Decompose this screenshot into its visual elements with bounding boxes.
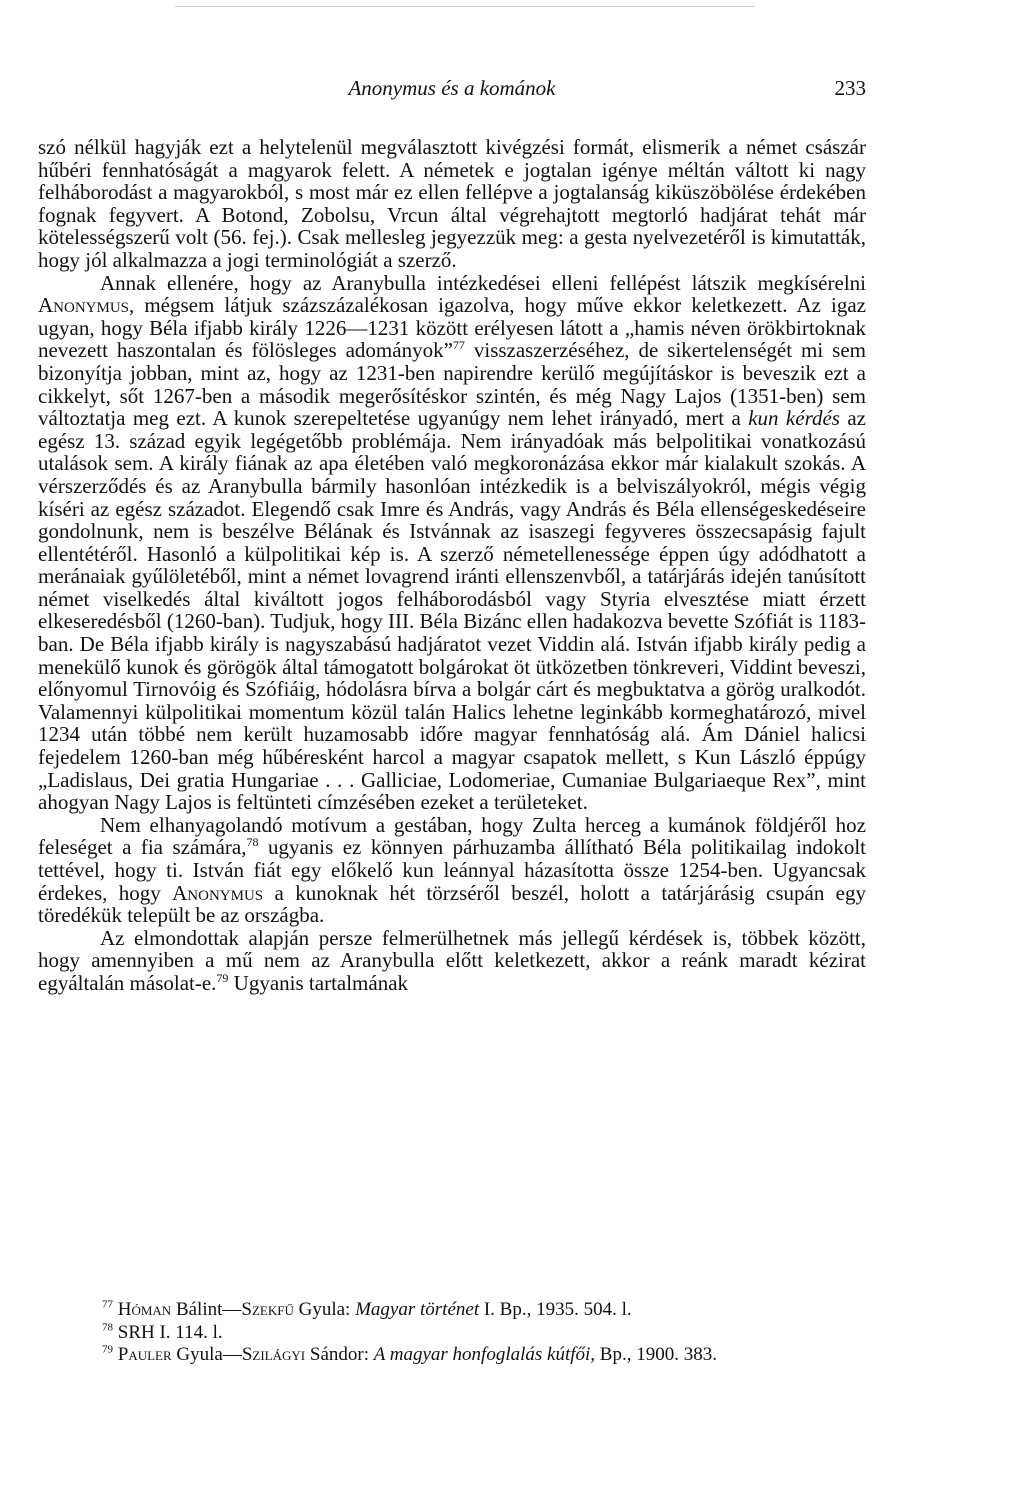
footnote-77 xyxy=(102,1299,892,1322)
emphasis-kun-kerdes: kun kérdés xyxy=(748,406,840,431)
paragraph-3-text-d: a kunoknak hét törzséről beszél, holott a tatárjárásig csupán egy töredékük települt be az országba. xyxy=(38,880,866,928)
paragraph-4-text-a: Az elmondottak alapján persze felmerülhetnek más jellegű kérdések is, többek között, hogy amennyiben a mű nem az Aranybulla előtt keletkezett, akkor a reánk maradt kézirat egyáltalán másolat-e. xyxy=(38,925,866,995)
paragraph-4-text-b: Ugyanis tartalmának xyxy=(228,970,409,995)
page-number: 233 xyxy=(834,76,866,100)
footnote-text: Bálint— xyxy=(171,1299,242,1320)
footnote-author: Szekfű xyxy=(241,1299,294,1320)
running-header xyxy=(38,74,866,102)
footnote-ref-77: 77 xyxy=(452,338,465,353)
footnote-text: I. Bp., 1935. 504. l. xyxy=(479,1299,632,1320)
top-rule xyxy=(175,6,755,7)
footnote-text: Sándor: xyxy=(305,1344,374,1366)
paragraph-1 xyxy=(38,136,866,272)
paragraph-2-text-d: visszaszerzéséhez, de sikertelenségét mi sem bizonyítja jobban, mint az, hogy az 1231-ben napirendre kerülő megújításkor is beveszik ezt a cikkelyt, sőt 1267-ben a második megerősítéskor szintén, és még Nagy Lajos (1351-ben) sem változtatja meg ezt. A kunok szerepeltetése ugyanúgy nem lehet irányadó, mert a xyxy=(38,338,866,431)
footnote-78 xyxy=(102,1322,892,1345)
footnote-title: A magyar honfoglalás kútfői, xyxy=(373,1344,596,1366)
footnote-text: Gyula: xyxy=(293,1299,356,1320)
paragraph-4 xyxy=(38,927,866,995)
paragraph-3-text-b: ugyanis ez könnyen párhuzamba állítható Béla politikailag indokolt tettével, hogy ti. István fiát egy előkelő kun leánnyal házasította össze 1254-ben. Ugyancsak érdekes, hogy xyxy=(38,835,866,905)
footnote-number: 79 xyxy=(102,1343,113,1356)
footnote-number: 77 xyxy=(102,1298,113,1311)
body-text xyxy=(38,136,866,995)
author-anonymus-2: Anonymus xyxy=(172,880,264,905)
footnotes xyxy=(102,1299,892,1367)
footnote-author: Hóman xyxy=(117,1299,172,1320)
footnote-text: SRH I. 114. l. xyxy=(117,1321,223,1343)
paragraph-1-text: szó nélkül hagyják ezt a helytelenül megválasztott kivégzési formát, elismerik a német császár hűbéri fennhatóságát a magyarok felett. A németek e jogtalan igénye méltán váltott ki nagy felháborodást a magyarokból, s most már ez ellen fellépve a jogtalanság kiküszöbölése érdekében fognak fegyvert. A Botond, Zobolsu, Vrcun által végrehajtott megtorló hadjárat tehát már kötelességszerű volt (56. fej.). Csak mellesleg jegyezzük meg: a gesta nyelvezetéről is kimutatták, hogy jól alkalmazza a jogi terminológiát a szerző. xyxy=(38,135,866,272)
paragraph-3 xyxy=(38,814,866,927)
footnote-author: Szilágyi xyxy=(241,1344,306,1366)
footnote-title: Magyar történet xyxy=(355,1299,480,1320)
footnote-ref-79: 79 xyxy=(216,970,229,985)
footnote-79 xyxy=(102,1344,892,1367)
footnote-number: 78 xyxy=(102,1321,113,1334)
running-title: Anonymus és a kománok xyxy=(348,76,556,100)
footnote-text: Bp., 1900. 383. xyxy=(595,1344,717,1366)
footnote-ref-78: 78 xyxy=(246,835,259,850)
author-anonymus: Anonymus xyxy=(38,293,130,318)
paragraph-2-text-a: Annak ellenére, hogy az Aranybulla intézkedései elleni fellépést látszik megkísérelni xyxy=(100,270,866,295)
paragraph-2-text-c: , mégsem látjuk százszázalékosan igazolva, hogy műve ekkor keletkezett. Az igaz ugyan, hogy Béla ifjabb király 1226—1231 között erélyesen látott a „hamis néven örökbirtoknak nevezett haszontalan és fölösleges adományok” xyxy=(38,293,866,363)
paragraph-3-text-a: Nem elhanyagolandó motívum a gestában, hogy Zulta herceg a kumánok földjéről hoz feleséget a fia számára, xyxy=(38,812,866,860)
paragraph-2 xyxy=(38,272,866,814)
footnote-text: Gyula— xyxy=(171,1344,242,1366)
footnote-author: Pauler xyxy=(117,1344,172,1366)
paragraph-2-text-f: az egész 13. század egyik legégetőbb problémája. Nem irányadóak más belpolitikai vonatkozású utalások sem. A király fiának az apa életében való megkoronázása ekkor már kialakult szokás. A vérszerződés és az Aranybulla bármily hasonlóan intézkedik is a belviszályokról, mégis végig kíséri az egész századot. Elegendő csak Imre és András, vagy András és Béla ellenségeskedéseire gondolnunk, nem is beszélve Bélának és Istvánnak az isaszegi fegyveres összecsapásig fajult ellentétéről. Hasonló a külpolitikai kép is. A szerző németellenessége éppen úgy adódhatott a meránaiak gyűlöletéből, mint a német lovagrend iránti ellenszenvből, a tatárjárás idején tanúsított német viselkedés által kiváltott jogos felháborodásból vagy Styria elvesztése miatt érzett elkeseredésből (1260-ban). Tudjuk, hogy III. Béla Bizánc ellen hadakozva bevette Szófiát is 1183-ban. De Béla ifjabb király is nagyszabású hadjáratot vezet Viddin alá. István ifjabb király pedig a menekülő kunok és görögök által támogatott bolgárokat öt ütközetben tönkreveri, Viddint beveszi, előnyomul Tirnovóig és Szófiáig, hódolásra bírva a bolgár cárt és megbuktatva a görög uralkodót. Valamennyi külpolitikai momentum közül talán Halics lehetne leginkább kormeghatározó, mivel 1234 után többé nem került huzamosabb időre magyar fennhatóság alá. Ám Dániel halicsi fejedelem 1260-ban még hűbéresként harcol a magyar csapatok mellett, s Kun László éppúgy „Ladislaus, Dei gratia Hungariae . . . Galliciae, Lodomeriae, Cumaniae Bulgariaeque Rex”, mint ahogyan Nagy Lajos is feltünteti címzésében ezeket a területeket. xyxy=(38,406,866,815)
